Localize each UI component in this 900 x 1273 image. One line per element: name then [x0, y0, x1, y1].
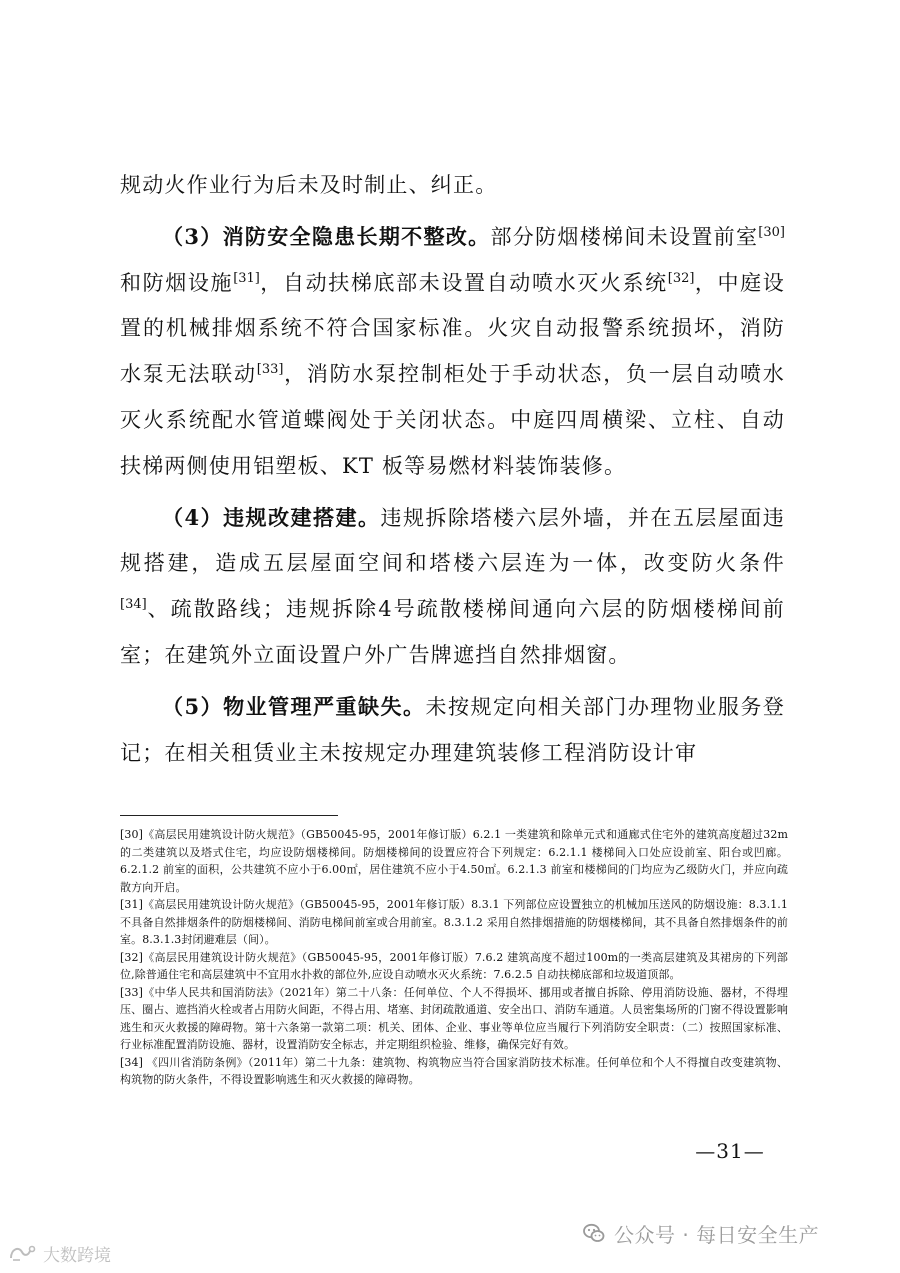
footnote-30: [30]《高层民用建筑设计防火规范》（GB50045-95，2001年修订版）6.2.1 一类建筑和除单元式和通廊式住宅外的建筑高度超过32m的二类建筑以及塔式住宅，均应设防烟楼梯间。防烟楼梯间的设置应符合下列规定：6.2.1.1 楼梯间入口处应设前室、阳台或凹廊。6.2.1.2 前室的面积，公共建筑不应小于6.00㎡，居住建筑不应小于4.50㎡。6.2.1.3 前室和楼梯间的门均应为乙级防火门，并应向疏散方向开启。 [120, 828, 788, 894]
page-number: —31— [695, 1139, 765, 1163]
footnote-ref[interactable]: [34] [120, 597, 147, 613]
paragraph-item-5: （5）物业管理严重缺失。未按规定向相关部门办理物业服务登记；在相关租赁业主未按规定办理建筑装修工程消防设计审 [120, 693, 786, 765]
item-heading: （3）消防安全隐患长期不整改。 [162, 223, 491, 249]
footnote-ref[interactable]: [33] [256, 362, 284, 378]
footnote-32: [32]《高层民用建筑设计防火规范》（GB50045-95，2001年修订版）7.6.2 建筑高度不超过100m的一类高层建筑及其裙房的下列部位,除普通住宅和高层建筑中不宜用水扑救的部位外,应设自动喷水灭火系统：7.6.2.5 自动扶梯底部和垃圾道顶部。 [120, 950, 788, 981]
footnote-31: [31]《高层民用建筑设计防火规范》（GB50045-95，2001年修订版）8.3.1 下列部位应设置独立的机械加压送风的防烟设施：8.3.1.1 不具备自然排烟条件的防烟楼梯间、消防电梯间前室或合用前室。8.3.1.2 采用自然排烟措施的防烟楼梯间，其不具备自然排烟条件的前室。8.3.1.3封闭避难层（间）。 [120, 898, 788, 946]
footnote-ref[interactable]: [30] [758, 224, 785, 240]
wechat-icon [582, 1221, 606, 1245]
footnote-ref[interactable]: [32] [667, 270, 695, 286]
watermark-wechat [582, 1218, 819, 1248]
paragraph-item-3: （3）消防安全隐患长期不整改。部分防烟楼梯间未设置前室[30]和防烟设施[31]，自动扶梯底部未设置自动喷水灭火系统[32]，中庭设置的机械排烟系统不符合国家标准。火灾自动报警系统损坏，消防水泵无法联动[33]，消防水泵控制柜处于手动状态，负一层自动喷水灭火系统配水管道蝶阀处于关闭状态。中庭四周横梁、立柱、自动扶梯两侧使用铝塑板、KT 板等易燃材料装饰装修。 [120, 223, 785, 478]
footnote-divider [120, 815, 338, 816]
item-heading: （4）违规改建搭建。 [162, 504, 381, 530]
body-text [120, 163, 785, 776]
footnote-ref[interactable]: [31] [233, 270, 260, 286]
footnotes [120, 826, 788, 1089]
watermark-left-text: 大数跨境 [43, 1245, 111, 1266]
item-heading: （5）物业管理严重缺失。 [162, 693, 426, 719]
watermark-text: 公众号 · 每日安全生产 [614, 1222, 820, 1247]
paragraph-item-4: （4）违规改建搭建。违规拆除塔楼六层外墙，并在五层屋面违规搭建，造成五层屋面空间和塔楼六层连为一体，改变防火条件[34]、疏散路线；违规拆除4号疏散楼梯间通向六层的防烟楼梯间前室；在建筑外立面设置户外广告牌遮挡自然排烟窗。 [120, 504, 785, 667]
brand-logo-icon [8, 1243, 38, 1263]
footnote-33: [33]《中华人民共和国消防法》（2021年）第二十八条：任何单位、个人不得损坏、挪用或者擅自拆除、停用消防设施、器材，不得埋压、圈占、遮挡消火栓或者占用防火间距，不得占用、堵塞、封闭疏散通道、安全出口、消防车通道。人员密集场所的门窗不得设置影响逃生和灭火救援的障碍物。第十六条第一款第二项：机关、团体、企业、事业等单位应当履行下列消防安全职责：（二）按照国家标准、行业标准配置消防设施、器材，设置消防安全标志，并定期组织检验、维修，确保完好有效。 [120, 985, 788, 1051]
watermark-brand [8, 1241, 111, 1265]
paragraph-continuation: 规动火作业行为后未及时制止、纠正。 [120, 173, 498, 197]
footnote-34: [34] 《四川省消防条例》（2011年）第二十九条：建筑物、构筑物应当符合国家消防技术标准。任何单位和个人不得擅自改变建筑物、构筑物的防火条件，不得设置影响逃生和灭火救援的障碍物。 [120, 1055, 788, 1086]
